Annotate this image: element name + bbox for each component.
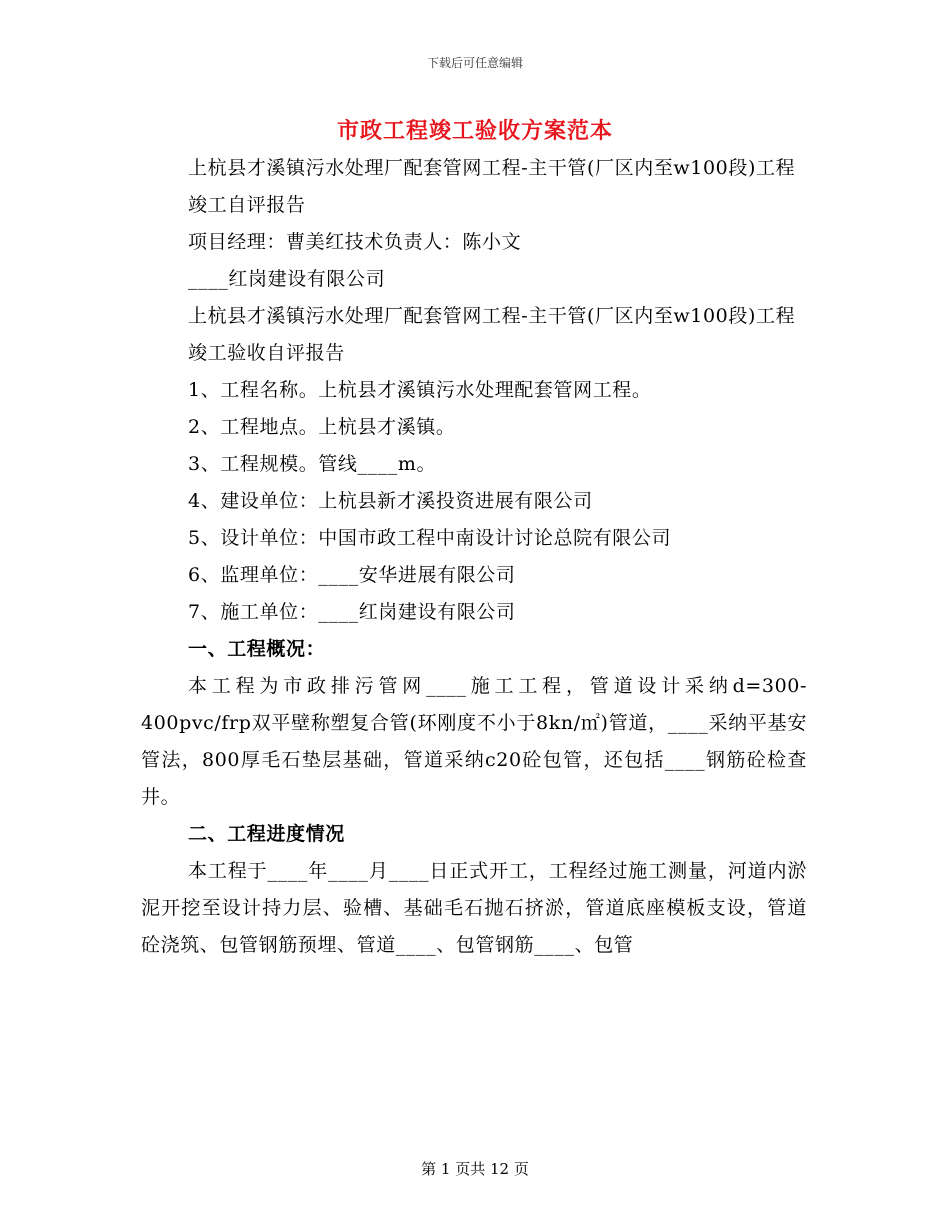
list-item-supervision-unit: 6、监理单位：____安华进展有限公司: [188, 564, 516, 586]
section-heading-overview: 一、工程概况：: [188, 638, 326, 660]
project-name-paragraph-repeat: 上杭县才溪镇污水处理厂配套管网工程-主干管(厂区内至w100段)工程: [188, 305, 796, 327]
document-body: [141, 150, 807, 964]
company-line: ____红岗建设有限公司: [188, 268, 386, 290]
acceptance-report-subtitle: 竣工验收自评报告: [188, 342, 345, 364]
header-note: 下载后可任意编辑: [426, 56, 523, 70]
project-manager-line: 项目经理：曹美红技术负责人：陈小文: [188, 231, 522, 253]
list-item-design-unit: 5、设计单位：中国市政工程中南设计讨论总院有限公司: [188, 527, 672, 549]
report-subtitle: 竣工自评报告: [188, 194, 306, 216]
project-name-paragraph: 上杭县才溪镇污水处理厂配套管网工程-主干管(厂区内至w100段)工程: [188, 157, 796, 179]
section-heading-progress: 二、工程进度情况: [188, 823, 345, 845]
list-item-project-scale: 3、工程规模。管线____m。: [188, 453, 437, 475]
document-title: 市政工程竣工验收方案范本: [336, 118, 613, 144]
progress-paragraph: 本工程于____年____月____日正式开工，工程经过施工测量，河道内淤泥开挖至设计持力层、验槽、基础毛石抛石挤淤，管道底座模板支设，管道砼浇筑、包管钢筋预埋、管道____、包管钢筋____、包管: [141, 860, 807, 956]
list-item-contractor-unit: 7、施工单位：____红岗建设有限公司: [188, 601, 516, 623]
list-item-project-location: 2、工程地点。上杭县才溪镇。: [188, 416, 456, 438]
list-item-construction-unit: 4、建设单位：上杭县新才溪投资进展有限公司: [188, 490, 593, 512]
overview-paragraph: 本工程为市政排污管网____施工工程，管道设计采纳d=300-400pvc/frp双平壁称塑复合管(环刚度不小于8kn/㎡)管道，____采纳平基安管法，800厚毛石垫层基础，管道采纳c20砼包管，还包括____钢筋砼检查井。: [141, 675, 807, 808]
list-item-project-name: 1、工程名称。上杭县才溪镇污水处理配套管网工程。: [188, 379, 652, 401]
page-footer: 第 1 页共 12 页: [421, 1160, 529, 1178]
